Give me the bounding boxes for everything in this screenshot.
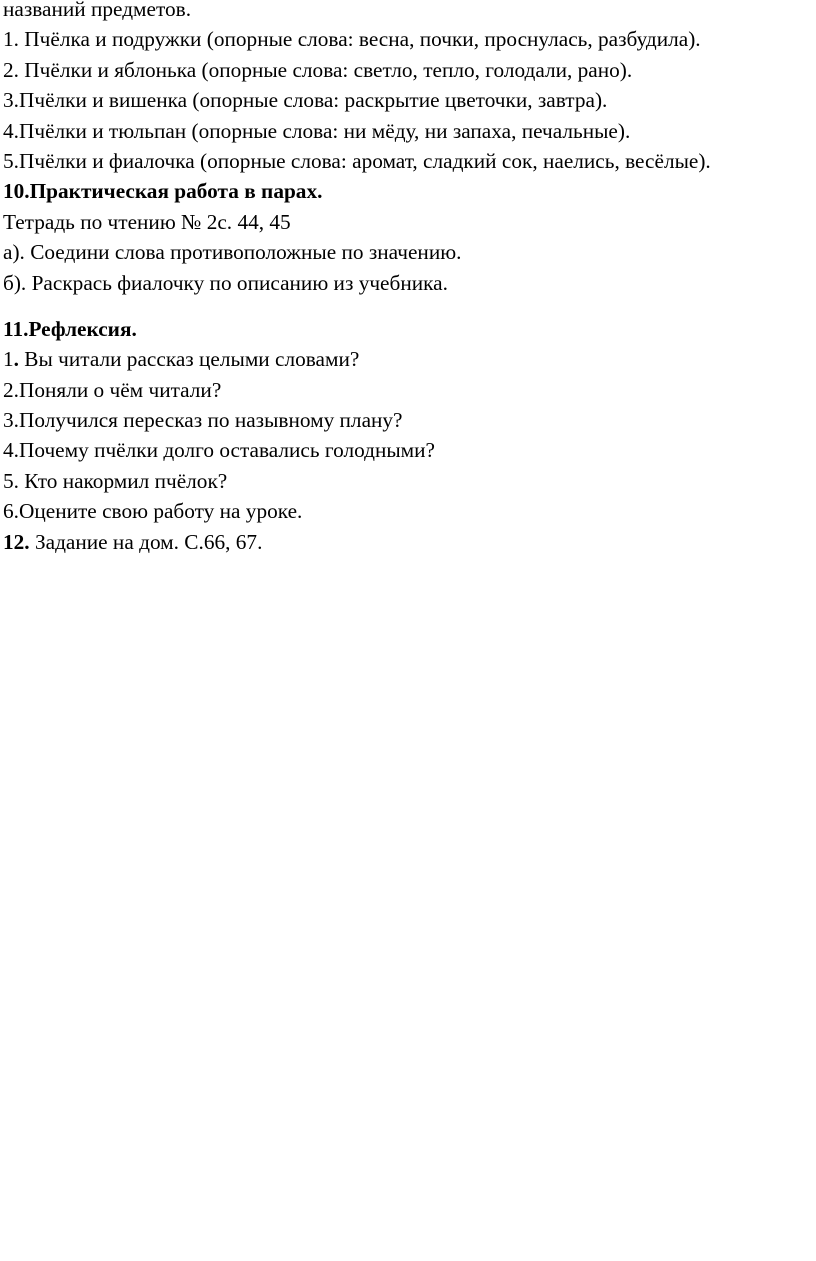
reflection-question-6: 6.Оцените свою работу на уроке. — [3, 499, 303, 524]
reflection-question-1-text: Вы читали рассказ целыми словами? — [18, 347, 360, 372]
reflection-question-1-dot: . — [13, 347, 19, 372]
intro-text: названий предметов. — [3, 0, 192, 21]
homework-line — [3, 527, 813, 557]
reflection-question-4: 4.Почему пчёлки долго оставались голодными? — [3, 438, 436, 463]
spacer — [3, 298, 813, 314]
homework-text: Задание на дом. С.66, 67. — [29, 529, 263, 554]
plan-item-4: 4.Пчёлки и тюльпан (опорные слова: ни мёду, ни запаха, печальные). — [3, 118, 631, 143]
workbook-reference: Тетрадь по чтению № 2с. 44, 45 — [3, 209, 291, 234]
reflection-question-2: 2.Поняли о чём читали? — [3, 377, 222, 402]
reflection-question-5: 5. Кто накормил пчёлок? — [3, 468, 228, 493]
task-a: а). Соедини слова противоположные по значению. — [3, 240, 462, 265]
section-11-heading: 11.Рефлексия. — [3, 316, 137, 341]
reflection-question-1-number: 1 — [3, 347, 14, 372]
task-b: б). Раскрась фиалочку по описанию из учебника. — [3, 270, 448, 295]
document-body — [3, 0, 813, 557]
plan-item-1: 1. Пчёлка и подружки (опорные слова: весна, почки, проснулась, разбудила). — [3, 27, 701, 52]
section-12-number: 12. — [3, 529, 30, 554]
plan-item-2: 2. Пчёлки и яблонька (опорные слова: светло, тепло, голодали, рано). — [3, 57, 633, 82]
section-10-heading: 10.Практическая работа в парах. — [3, 179, 323, 204]
plan-item-3: 3.Пчёлки и вишенка (опорные слова: раскрытие цветочки, завтра). — [3, 88, 608, 113]
plan-item-5: 5.Пчёлки и фиалочка (опорные слова: аромат, сладкий сок, наелись, весёлые). — [3, 148, 711, 173]
reflection-question-3: 3.Получился пересказ по назывному плану? — [3, 408, 403, 433]
reflection-question-1 — [3, 344, 813, 374]
